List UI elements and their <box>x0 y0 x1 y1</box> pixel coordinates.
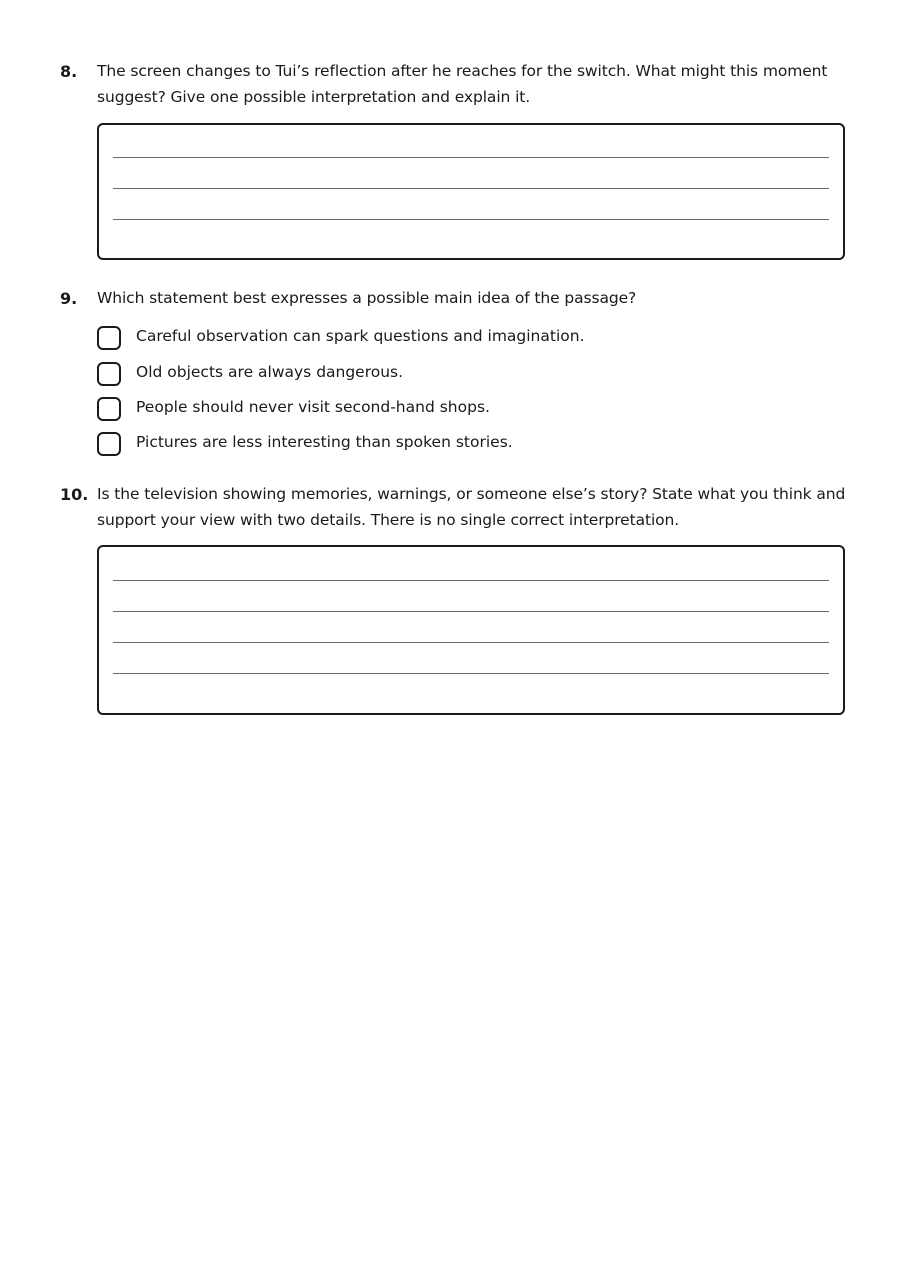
answer-line <box>113 157 829 158</box>
answer-line <box>113 188 829 189</box>
question-text: Is the television showing memories, warnings, or someone else’s story? State what you think and support your view with two details. There is no single correct interpretation. <box>97 485 846 529</box>
question-text: Which statement best expresses a possible main idea of the passage? <box>97 289 637 307</box>
checkbox[interactable] <box>97 362 121 386</box>
answer-line <box>113 642 829 643</box>
answer-box[interactable] <box>97 123 845 260</box>
option-3[interactable] <box>97 397 797 425</box>
checkbox[interactable] <box>97 432 121 456</box>
answer-box[interactable] <box>97 545 845 715</box>
option-label: People should never visit second-hand shops. <box>136 398 490 416</box>
answer-line <box>113 673 829 674</box>
question-number: 8. <box>60 62 78 81</box>
question-text: The screen changes to Tui’s reflection after he reaches for the switch. What might this moment suggest? Give one possible interpretation and explain it. <box>97 62 828 106</box>
answer-line <box>113 219 829 220</box>
option-label: Old objects are always dangerous. <box>136 363 404 381</box>
answer-line <box>113 580 829 581</box>
answer-line <box>113 611 829 612</box>
option-1[interactable] <box>97 326 797 354</box>
question-number: 10. <box>60 485 89 504</box>
option-label: Careful observation can spark questions and imagination. <box>136 327 585 345</box>
question-number: 9. <box>60 289 78 308</box>
checkbox[interactable] <box>97 326 121 350</box>
checkbox[interactable] <box>97 397 121 421</box>
option-4[interactable] <box>97 432 797 460</box>
option-label: Pictures are less interesting than spoken stories. <box>136 433 513 451</box>
option-2[interactable] <box>97 362 797 390</box>
